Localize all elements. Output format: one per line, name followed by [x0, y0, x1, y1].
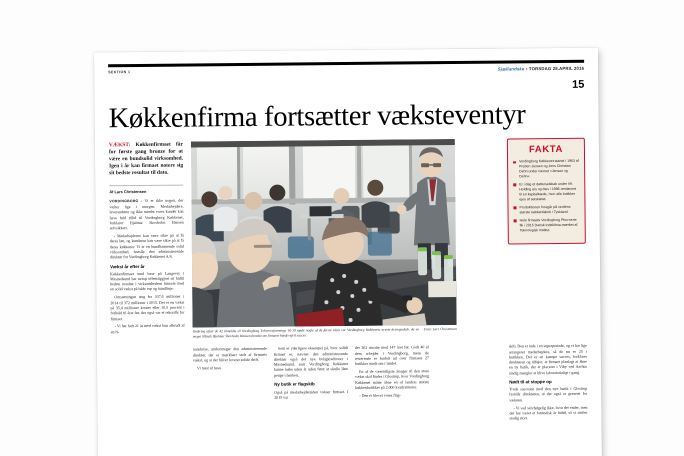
paragraph: Trods succesen med den nye butik i Glostrup fastslår direktøren, at der også er grænser for væksten.: [509, 385, 588, 403]
paragraph: - Medarbejderne kan være sikre på at få deres løn, og kunderne kan være sikre på at få deres køkkener. Vi er en bundhamrende solid virksomhed, fastslår den administrerende direktør for Vordingborg Køkkenet A/S.: [109, 232, 184, 260]
paragraph: Også på medarbejdersiden vokser firmaet. I 2015 var: [274, 388, 349, 400]
paragraph: Som et yderligere eksempel på, hvor solidt firmaet er, nævner den administrerende direktør også det nye boligkreditorer i Masnedsund, som Vordingborg Køkkenet kunne købe uden år uden først at skulle låne penge i banken.: [273, 345, 349, 378]
byline: Af Lars Christensen: [109, 185, 183, 195]
square-bullet-icon: [513, 207, 516, 210]
list-item: [513, 159, 579, 179]
column-1: [109, 142, 185, 337]
subhead-flagskib: Ny butik er flagskib: [274, 381, 315, 387]
paragraph: nanskrise, understreger den administrerende direktør, der er mærkbart stolt af firmaets vækst, og at der bliver leveret solide drift.: [192, 346, 267, 363]
article-content: [108, 138, 588, 421]
body-column-3: [274, 345, 349, 403]
page-content-area: [108, 60, 588, 456]
paragraph: der 362 ansatte mod 147 året før. Godt 40 af dem arbejder i Vordingborg, mens de resterende er fordelt ud over firmaets 27 butikker rundt om i landet.: [354, 344, 429, 367]
page-title: Køkkenfirma fortsætter væksteventyr: [108, 99, 526, 135]
fakta-title: FAKTA: [528, 144, 563, 156]
fakta-item-text: Vordingborg Køkkenet startet i 1963 af Preben Jensen og Jens Christian Dehn under navnet »Jensen og Dehn«.: [519, 159, 579, 179]
section-label: SEKTION 1: [108, 70, 131, 75]
body-column-4: [355, 344, 430, 402]
masthead-name: Sjællandske: [497, 66, 525, 72]
page-number-row: [108, 75, 584, 98]
paragraph: Vi trøst af have: [197, 364, 222, 371]
paragraph: [109, 198, 183, 231]
page-number: 15: [572, 78, 585, 92]
paragraph-text: - Vi er ikke nogen, der vælter lige i morgen. Medarbejdere, leverandører og ikke mindst vores kunder kan have fuld tillid til Vordingborg Køkkenet, forklarer Hjalmar Skovholm Hansen selvsikkert.: [109, 197, 184, 231]
photo-credit: Foto: Lars Christensen: [423, 327, 457, 332]
fakta-item-text: Produktionen foregår på verdens største køkkenfabrik i Tyskland.: [519, 204, 571, 215]
list-item: [513, 205, 579, 215]
masthead-date: TORSDAG 28.APRIL 2016: [528, 65, 585, 72]
subhead-vaekst: Vækst år efter år: [110, 263, 145, 269]
masthead-line: [498, 66, 584, 72]
lead-kicker: VÆKST:: [108, 142, 131, 149]
paragraph: En af de væsentligste årsager til den store vækst skal findes i Glostrup, hvor Vordingborg Køkkenet måtte åbne en af landets største køkkenbutikker på 2.000 kvadratmeter.: [355, 368, 430, 390]
list-item: [513, 182, 579, 202]
body-column-1-lower: [110, 270, 185, 334]
masthead-separator: ▪: [525, 66, 528, 72]
fakta-box: [507, 138, 586, 245]
dateline: VORDINGBORG: [109, 199, 139, 204]
paragraph: Omsætningen steg fra 337,6 millioner i 2014 til 372 millioner i 2015. Det er en vækst på 35,4 millioner kroner eller 10,5 procent i forhold til året før, der også var et rekordår for firmaet.: [110, 293, 185, 321]
fakta-item-text: Er i dag et datterselskab under VK Holding a/s og blev i 1996 omdannet til en kapitalkæde, hvor alle butikker ejes af selskabet.: [519, 181, 577, 201]
paragraph: - Vi ved selvfølgelig ikke, hvor der ender, men det har været et fantastisk år hidtil, så vi smiler stadig stort.: [509, 404, 588, 421]
caption-text: Omkring aften de 42 tilmeldte til Vordingborg Erhvervsforenings 16-19 møde nogle af de første tilsat var Vordingborg Køkkenets nyeste årsregnskab, da en meget tilfreds Hjalmar Skovholm Hansen fortalte om firmaets hårdt vejril succes.: [192, 327, 420, 339]
square-bullet-icon: [513, 161, 516, 164]
article-photo: [191, 139, 457, 328]
square-bullet-icon: [514, 220, 517, 223]
body-column-1: [109, 198, 184, 260]
photo-caption: [193, 327, 457, 339]
lead-text: Køkkenfirmaet får for første gang bronze for at være en bundsolid virksomhed. Igen i år kan firmaet notere sig sit bedste resultat til dato.: [108, 141, 184, 177]
fakta-list: [513, 159, 580, 233]
paragraph: Køkkenfirmaet med base på Langevej i Masnedsund har netop offentliggjort sit hidtil bedste resultat i virksomhedens historie med en solid vækst på både top og bundlinje.: [110, 270, 185, 292]
square-bullet-icon: [513, 184, 516, 187]
subhead-stoppe-op: Nødt til at stoppe op: [509, 379, 552, 385]
body-column-5: [509, 343, 588, 423]
paragraph: - Vi har haft 21 år med vækst kun afbrudt af en fi-: [110, 323, 185, 335]
lead-paragraph: [109, 142, 183, 178]
list-item: [514, 218, 580, 233]
fakta-item-text: Hele firmaets Vordingborg Plus-serie fik i 2015 Dansk Indeklima-mærket af Teknologisk Institut.: [519, 217, 578, 233]
meeting-room-photo: [191, 139, 457, 328]
body-column-2: [193, 346, 268, 404]
lower-columns: [193, 344, 458, 403]
paragraph: skib. Den er inde i en superperiode, og vi har lige arrangeret medarbejdere, så de nu er 25 i butikken. Det er en kæmpe succes, forklarer direktøren og tilføjer, at firmaet planlagt at åbne en ny butik, der er placeret i Viby ved Aarhus stadig mangler at blive laboratorieligt i gang.: [508, 342, 588, 376]
paragraph: - Den er blevet vores flag-: [359, 392, 401, 398]
newspaper-page-sheet: [94, 48, 602, 456]
